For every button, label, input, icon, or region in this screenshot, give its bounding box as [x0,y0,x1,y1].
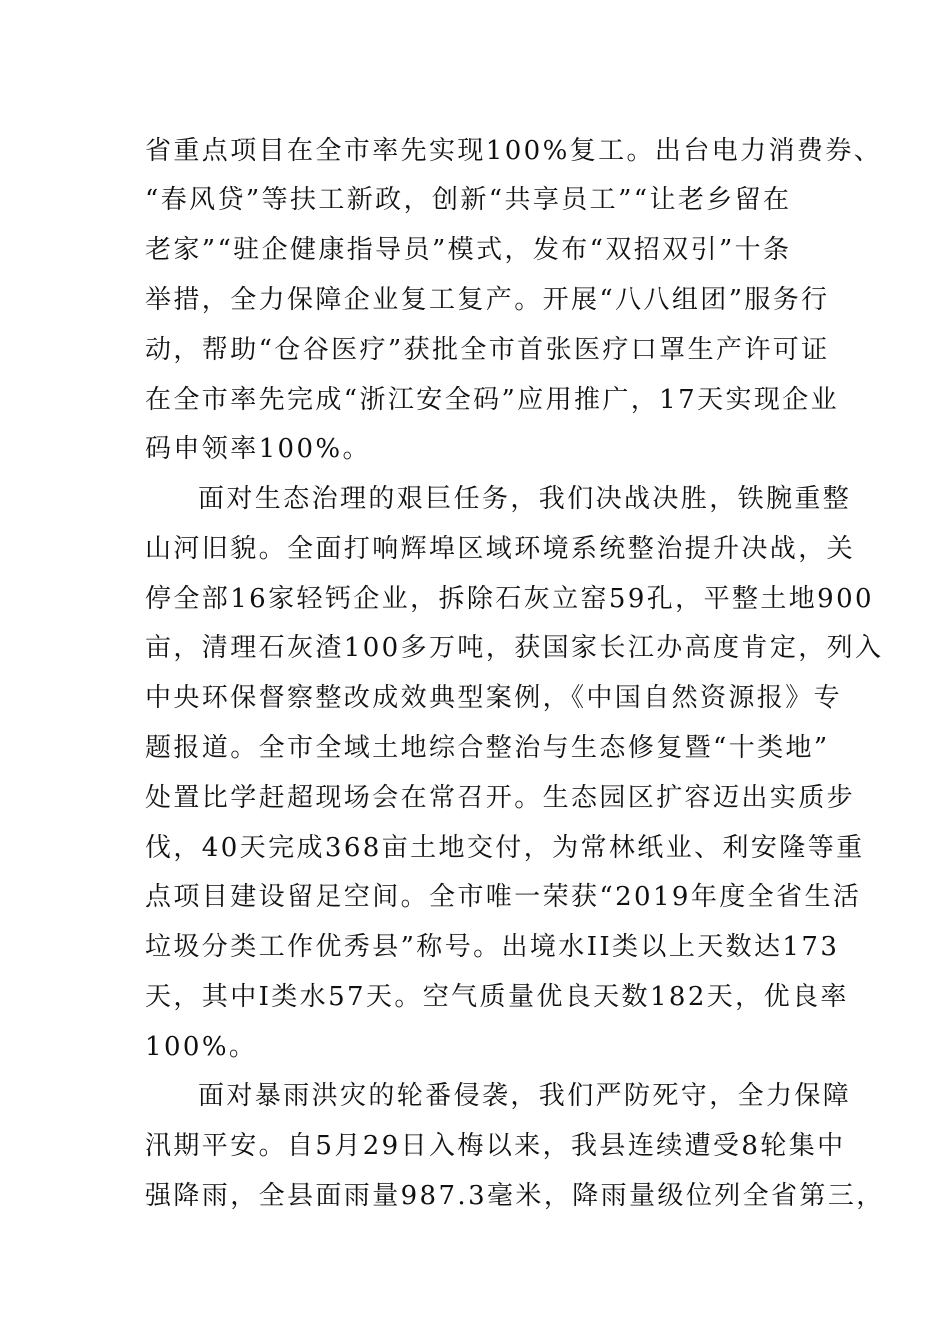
paragraph-start-line: 面对暴雨洪灾的轮番侵袭，我们严防死守，全力保障 [198,1081,852,1111]
text-line: 中央环保督察整改成效典型案例，《中国自然资源报》专 [145,683,843,713]
paragraph-start-line: 面对生态治理的艰巨任务，我们决战决胜，铁腕重整 [198,484,852,514]
text-line: 在全市率先完成“浙江安全码”应用推广，17天实现企业 [145,385,840,415]
text-line: 垃圾分类工作优秀县”称号。出境水II类以上天数达173 [145,932,840,962]
text-line: 动，帮助“仓谷医疗”获批全市首张医疗口罩生产许可证 [145,335,830,365]
text-line: 强降雨，全县面雨量987.3毫米，降雨量级位列全省第三， [145,1181,885,1211]
text-line: 码申领率100%。 [145,434,371,464]
text-line: 处置比学赶超现场会在常召开。生态园区扩容迈出实质步 [145,783,856,813]
text-line: 亩，清理石灰渣100多万吨，获国家长江办高度肯定，列入 [145,633,884,663]
text-line: 汛期平安。自5月29日入梅以来，我县连续遭受8轮集中 [145,1131,846,1161]
text-line: 山河旧貌。全面打响辉埠区域环境系统整治提升决战，关 [145,534,856,564]
text-line: 点项目建设留足空间。全市唯一荣获“2019年度全省生活 [145,882,862,912]
text-line: 题报道。全市全域土地综合整治与生态修复暨“十类地” [145,733,830,763]
text-line: 天，其中I类水57天。空气质量优良天数182天，优良率 [145,982,849,1012]
text-line: 举措，全力保障企业复工复产。开展“八八组团”服务行 [145,285,830,315]
text-line: 停全部16家轻钙企业，拆除石灰立窑59孔，平整土地900 [145,584,874,614]
text-line: 老家”“驻企健康指导员”模式，发布“双招双引”十条 [145,235,792,265]
text-line: 100%。 [145,1032,258,1062]
text-line: 伐，40天完成368亩土地交付，为常林纸业、利安隆等重 [145,833,865,863]
text-line: 省重点项目在全市率先实现100%复工。出台电力消费券、 [145,136,883,166]
text-line: “春风贷”等扶工新政，创新“共享员工”“让老乡留在 [145,185,792,215]
